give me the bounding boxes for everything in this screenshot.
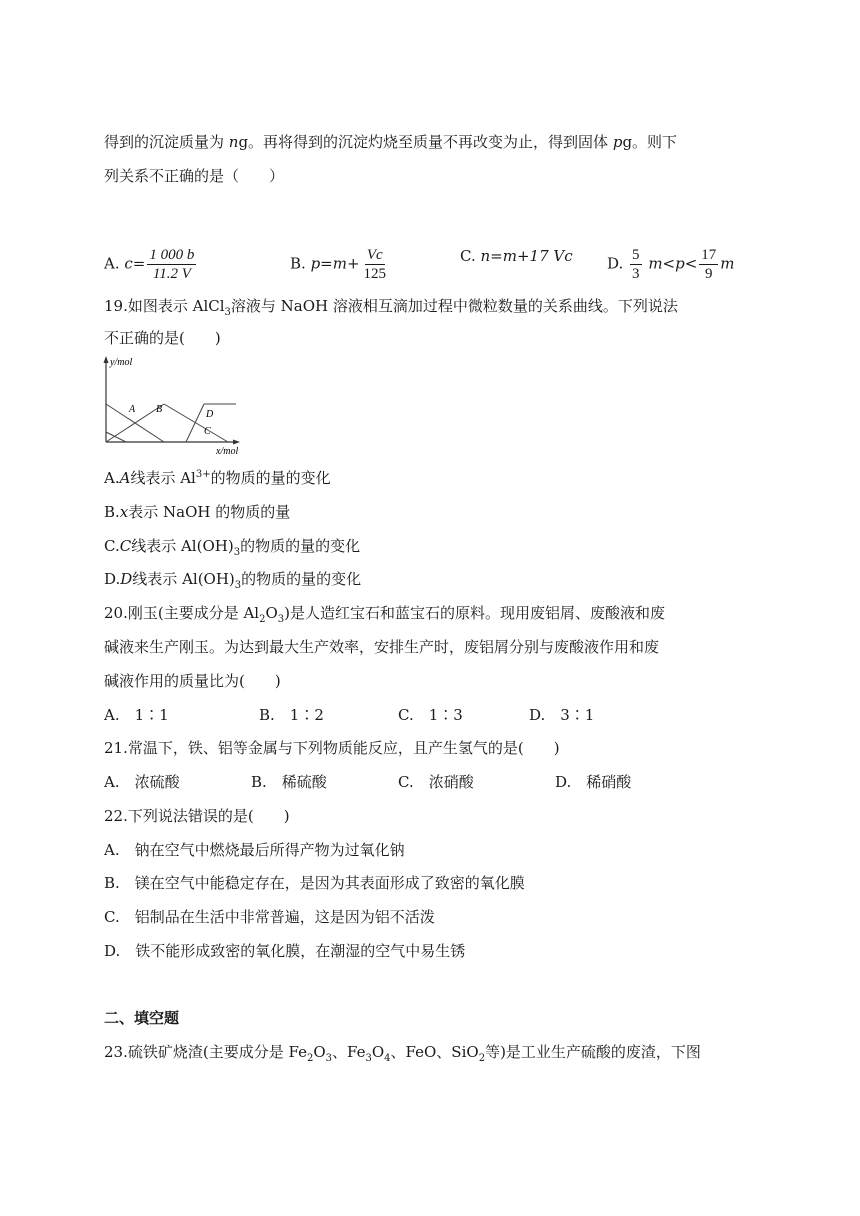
q21-option-a: A. 浓硫酸 (104, 773, 180, 791)
fraction (630, 246, 642, 283)
subscript: 3 (224, 307, 231, 318)
fraction-numerator: 1 000 b (149, 247, 195, 263)
formula-text: m<p< (648, 254, 698, 273)
curve-label-d: D (206, 409, 214, 420)
option-label: C. (104, 537, 120, 555)
fraction-numerator: Vc (366, 247, 383, 263)
q20-text: O (265, 604, 278, 622)
y-axis-arrow (104, 356, 109, 363)
option-var: x (119, 503, 129, 521)
fraction-numerator: 17 (701, 247, 717, 263)
subscript: 2 (306, 1053, 314, 1064)
q22-stem: 22.下列说法错误的是( ) (104, 807, 290, 825)
q20-option-a: A. 1∶1 (104, 706, 169, 724)
option-var: C (119, 537, 132, 555)
q18-option-d (607, 246, 735, 283)
fraction-denominator: 11.2 V (152, 266, 191, 282)
q21-option-b: B. 稀硫酸 (251, 773, 327, 791)
option-label: C. (460, 247, 476, 265)
q18-var-p: p (612, 133, 623, 151)
q20-option-d: D. 3∶1 (529, 706, 595, 724)
q23-text: O (371, 1043, 385, 1061)
option-label: A. (104, 254, 120, 273)
subscript: 4 (384, 1053, 391, 1064)
fraction (699, 246, 718, 283)
q22-option-c: C. 铝制品在生活中非常普遍，这是因为铝不活泼 (104, 908, 435, 926)
x-axis-arrow (233, 440, 240, 445)
q18-stem-line2: 列关系不正确的是（ ） (104, 167, 285, 185)
q18-option-a (104, 246, 198, 283)
fraction-numerator: 5 (632, 247, 640, 263)
q20-stem-line1 (104, 603, 665, 623)
q23-text: O (313, 1043, 326, 1061)
option-label: D. (607, 254, 624, 273)
curve-label-a: A (129, 404, 136, 415)
option-label: D. (104, 570, 121, 588)
q23-text: 23.硫铁矿烧渣(主要成分是 Fe (104, 1043, 307, 1061)
q22-option-b: B. 镁在空气中能稳定存在，是因为其表面形成了致密的氧化膜 (104, 874, 525, 892)
option-label: A. (104, 469, 120, 487)
option-var: A (119, 469, 131, 487)
formula-text: c= (124, 254, 146, 273)
q20-stem-line2: 碱液来生产刚玉。为达到最大生产效率，安排生产时，废铝屑分别与废酸液作用和废 (104, 638, 660, 656)
subscript: 3 (365, 1053, 372, 1064)
subscript: 2 (478, 1053, 486, 1064)
q23-text: 等)是工业生产硫酸的废渣，下图 (485, 1043, 701, 1061)
q20-option-b: B. 1∶2 (259, 706, 324, 724)
option-var: D (120, 570, 133, 588)
q19-stem-line2: 不正确的是( ) (104, 329, 221, 347)
option-label: B. (104, 503, 120, 521)
q23-text: 、FeO、SiO (390, 1043, 479, 1061)
q18-option-c (460, 246, 573, 266)
curve-label-b: B (156, 404, 163, 415)
section-heading: 二、填空题 (104, 1009, 180, 1027)
q20-option-c: C. 1∶3 (398, 706, 463, 724)
q19-text: 19.如图表示 AlCl (104, 297, 225, 315)
curve-d-rise (186, 404, 204, 442)
fraction-denominator: 3 (632, 266, 640, 282)
option-label: B. (290, 254, 306, 273)
fraction-denominator: 125 (363, 266, 387, 282)
q21-stem: 21.常温下，铁、铝等金属与下列物质能反应，且产生氢气的是( ) (104, 739, 560, 757)
q18-option-b (290, 246, 390, 283)
q21-option-d: D. 稀硝酸 (555, 773, 632, 791)
q19-graph (96, 352, 246, 458)
subscript: 2 (259, 614, 266, 625)
option-text: 线表示 Al(OH) (132, 570, 235, 588)
option-text: 的物质的量的变化 (210, 469, 331, 487)
q19-option-c (104, 536, 360, 556)
option-text: 表示 NaOH 的物质的量 (128, 503, 291, 521)
subscript: 3 (233, 547, 241, 558)
formula-text: n=m+17 Vc (480, 247, 573, 265)
q19-option-b (104, 502, 290, 522)
q19-text: 溶液与 NaOH 溶液相互滴加过程中微粒数量的关系曲线。下列说法 (230, 297, 678, 315)
q18-text: g。再将得到的沉淀灼烧至质量不再改变为止，得到固体 (238, 133, 613, 151)
fraction (362, 246, 389, 283)
q20-text: 20.刚玉(主要成分是 Al (104, 604, 260, 622)
x-axis-label: x/mol (216, 446, 239, 457)
q21-option-c: C. 浓硝酸 (398, 773, 474, 791)
subscript: 3 (277, 614, 285, 625)
q20-text: )是人造红宝石和蓝宝石的原料。现用废铝屑、废酸液和废 (284, 604, 666, 622)
q22-option-d: D. 铁不能形成致密的氧化膜，在潮湿的空气中易生锈 (104, 942, 466, 960)
q18-text: g。则下 (622, 133, 678, 151)
q19-option-a (104, 468, 331, 488)
curve-label-c: C (204, 426, 211, 437)
q18-stem-line1 (104, 132, 677, 152)
q19-stem-line1 (104, 296, 678, 316)
subscript: 3 (325, 1053, 333, 1064)
q18-var-n: n (228, 133, 239, 151)
option-text: 线表示 Al(OH) (131, 537, 234, 555)
curve-b-fall (164, 404, 228, 442)
option-text: 线表示 Al (130, 469, 196, 487)
fraction (147, 246, 196, 283)
q22-option-a: A. 钠在空气中燃烧最后所得产物为过氧化钠 (104, 841, 405, 859)
formula-text: m (720, 254, 735, 273)
y-axis-label: y/mol (110, 357, 133, 368)
formula-text: p=m+ (310, 254, 360, 273)
option-text: 的物质的量的变化 (241, 570, 362, 588)
superscript: 3+ (195, 469, 211, 480)
subscript: 3 (234, 580, 242, 591)
fraction-denominator: 9 (705, 266, 713, 282)
option-text: 的物质的量的变化 (240, 537, 361, 555)
q18-text: 得到的沉淀质量为 (104, 133, 229, 151)
q20-stem-line3: 碱液作用的质量比为( ) (104, 672, 281, 690)
q23-text: 、Fe (332, 1043, 366, 1061)
q19-option-d (104, 569, 361, 589)
q23-stem (104, 1042, 701, 1062)
